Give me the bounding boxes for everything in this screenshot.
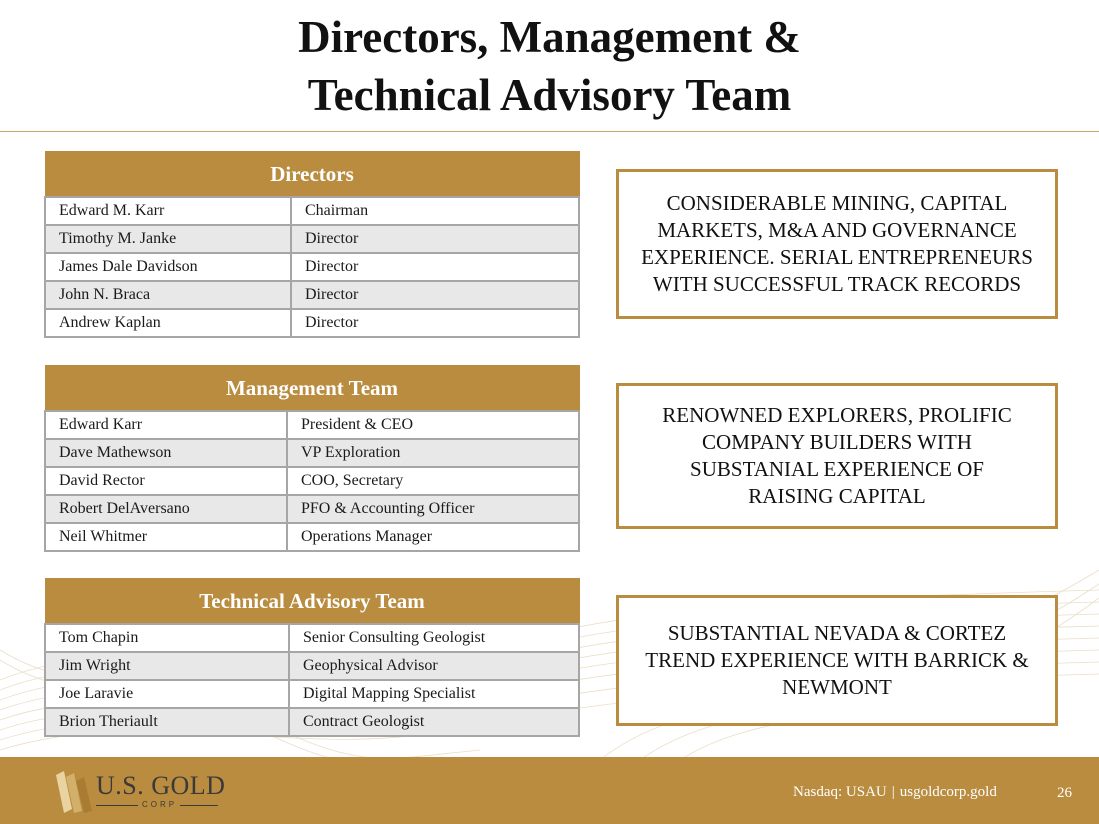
company-logo: [54, 769, 234, 813]
callout-technical: [616, 595, 1058, 726]
member-name: Joe Laravie: [45, 680, 289, 708]
table-row: [45, 652, 579, 680]
table-row: [45, 225, 579, 253]
table-row: [45, 281, 579, 309]
ticker: Nasdaq: USAU: [793, 784, 887, 800]
member-name: David Rector: [45, 467, 287, 495]
table-row: [45, 439, 579, 467]
member-name: Edward Karr: [45, 411, 287, 439]
table-row: [45, 309, 579, 337]
title-divider: [0, 131, 1099, 132]
member-role: Director: [291, 225, 579, 253]
member-name: Andrew Kaplan: [45, 309, 291, 337]
page-number: 26: [1057, 785, 1072, 801]
logo-subtext: CORP: [142, 800, 178, 809]
logo-name: U.S. GOLD: [96, 771, 226, 800]
callout-text: RENOWNED EXPLORERS, PROLIFIC COMPANY BUILDERS WITH SUBSTANIAL EXPERIENCE OF RAISING CAPITAL: [662, 403, 1012, 508]
member-name: Robert DelAversano: [45, 495, 287, 523]
member-role: PFO & Accounting Officer: [287, 495, 579, 523]
member-role: Digital Mapping Specialist: [289, 680, 579, 708]
member-role: Contract Geologist: [289, 708, 579, 736]
table-row: [45, 495, 579, 523]
website-link[interactable]: usgoldcorp.gold: [899, 784, 997, 800]
directors-table-header: Directors: [45, 152, 579, 198]
member-name: Neil Whitmer: [45, 523, 287, 551]
member-name: James Dale Davidson: [45, 253, 291, 281]
table-row: [45, 708, 579, 736]
table-row: [45, 624, 579, 652]
gold-bars-icon: [54, 771, 94, 813]
member-role: Senior Consulting Geologist: [289, 624, 579, 652]
logo-rule: [96, 805, 138, 806]
member-role: Geophysical Advisor: [289, 652, 579, 680]
management-table-header: Management Team: [45, 366, 579, 412]
page-title: [0, 8, 1099, 124]
table-row: [45, 467, 579, 495]
table-row: [45, 680, 579, 708]
directors-table: [44, 151, 580, 338]
callout-directors: [616, 169, 1058, 319]
member-role: Director: [291, 253, 579, 281]
member-role: Operations Manager: [287, 523, 579, 551]
member-role: President & CEO: [287, 411, 579, 439]
callout-text: SUBSTANTIAL NEVADA & CORTEZ TREND EXPERIENCE WITH BARRICK & NEWMONT: [645, 621, 1029, 699]
member-role: Chairman: [291, 197, 579, 225]
technical-advisory-table: [44, 578, 580, 737]
member-name: Tom Chapin: [45, 624, 289, 652]
member-role: VP Exploration: [287, 439, 579, 467]
page-title-line-2: Technical Advisory Team: [307, 70, 792, 120]
member-name: Timothy M. Janke: [45, 225, 291, 253]
callout-text: CONSIDERABLE MINING, CAPITAL MARKETS, M&A AND GOVERNANCE EXPERIENCE. SERIAL ENTREPRENEURS WITH SUCCESSFUL TRACK RECORDS: [641, 191, 1033, 296]
footer-contact: [793, 784, 997, 801]
callout-management: [616, 383, 1058, 529]
footer-bar: [0, 757, 1099, 824]
table-row: [45, 253, 579, 281]
table-row: [45, 411, 579, 439]
member-name: John N. Braca: [45, 281, 291, 309]
page-title-line-1: Directors, Management &: [298, 12, 801, 62]
table-row: [45, 523, 579, 551]
management-table: [44, 365, 580, 552]
logo-rule: [180, 805, 218, 806]
member-name: Dave Mathewson: [45, 439, 287, 467]
member-name: Edward M. Karr: [45, 197, 291, 225]
table-row: [45, 197, 579, 225]
footer-separator: |: [891, 784, 895, 800]
technical-advisory-table-header: Technical Advisory Team: [45, 579, 579, 625]
member-name: Brion Theriault: [45, 708, 289, 736]
member-role: COO, Secretary: [287, 467, 579, 495]
member-role: Director: [291, 281, 579, 309]
member-role: Director: [291, 309, 579, 337]
member-name: Jim Wright: [45, 652, 289, 680]
